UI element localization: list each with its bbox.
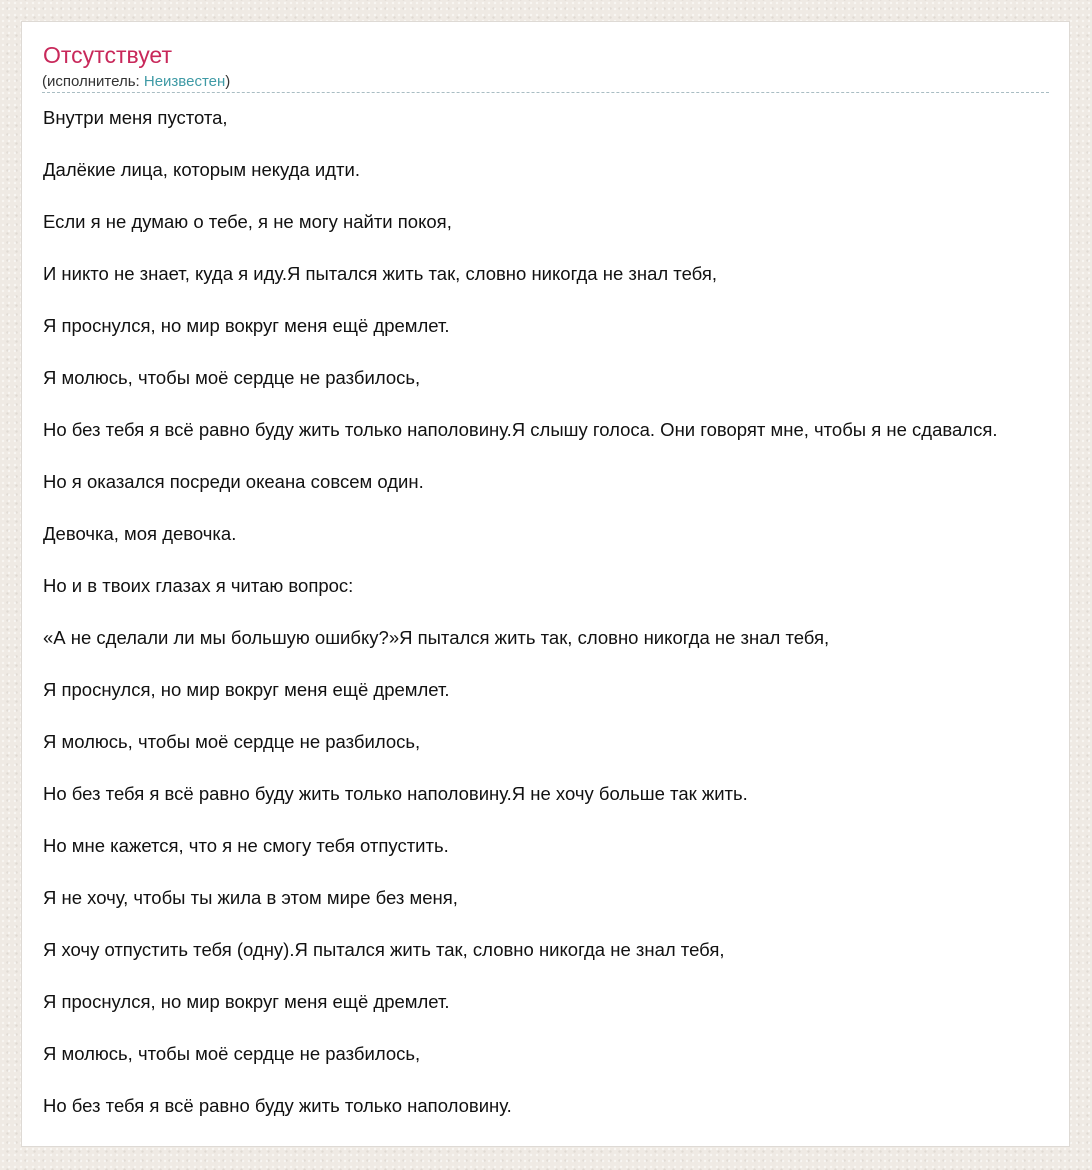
lyric-line: Я хочу отпустить тебя (одну).Я пытался жить так, словно никогда не знал тебя, [43,939,725,960]
lyric-line: Но без тебя я всё равно буду жить только наполовину. [43,1095,512,1116]
lyric-line: Но без тебя я всё равно буду жить только наполовину.Я не хочу больше так жить. [43,783,748,804]
lyric-line: Я молюсь, чтобы моё сердце не разбилось, [43,367,421,388]
lyric-line: Далёкие лица, которым некуда идти. [43,159,360,180]
lyric-line: Внутри меня пустота, [43,107,228,128]
lyric-line: Если я не думаю о тебе, я не могу найти покоя, [43,211,452,232]
lyrics-card [21,21,1070,1147]
lyric-line: И никто не знает, куда я иду.Я пытался жить так, словно никогда не знал тебя, [43,263,717,284]
lyric-line: Но я оказался посреди океана совсем один. [43,471,424,492]
lyric-line: Я молюсь, чтобы моё сердце не разбилось, [43,1043,421,1064]
artist-prefix: (исполнитель: [42,73,144,90]
artist-suffix: ) [225,73,231,90]
lyric-line: Я проснулся, но мир вокруг меня ещё дремлет. [43,315,450,336]
lyric-line: Я проснулся, но мир вокруг меня ещё дремлет. [43,679,450,700]
artist-link[interactable]: Неизвестен [143,73,226,90]
lyric-line: Я не хочу, чтобы ты жила в этом мире без меня, [43,887,458,908]
lyric-line: Я молюсь, чтобы моё сердце не разбилось, [43,731,421,752]
lyric-line: Но без тебя я всё равно буду жить только наполовину.Я слышу голоса. Они говорят мне, чтобы я не сдавался. [43,419,998,440]
lyrics-text [43,107,998,1147]
lyric-line: Но и в твоих глазах я читаю вопрос: [43,575,354,596]
lyric-line: Девочка, моя девочка. [43,523,237,544]
song-title: Отсутствует [43,42,172,68]
artist-line [42,74,230,89]
title-divider [42,92,1049,93]
lyric-line: Но мне кажется, что я не смогу тебя отпустить. [43,835,449,856]
lyric-line: Я проснулся, но мир вокруг меня ещё дремлет. [43,991,450,1012]
lyric-line: «А не сделали ли мы большую ошибку?»Я пытался жить так, словно никогда не знал тебя, [43,627,830,648]
